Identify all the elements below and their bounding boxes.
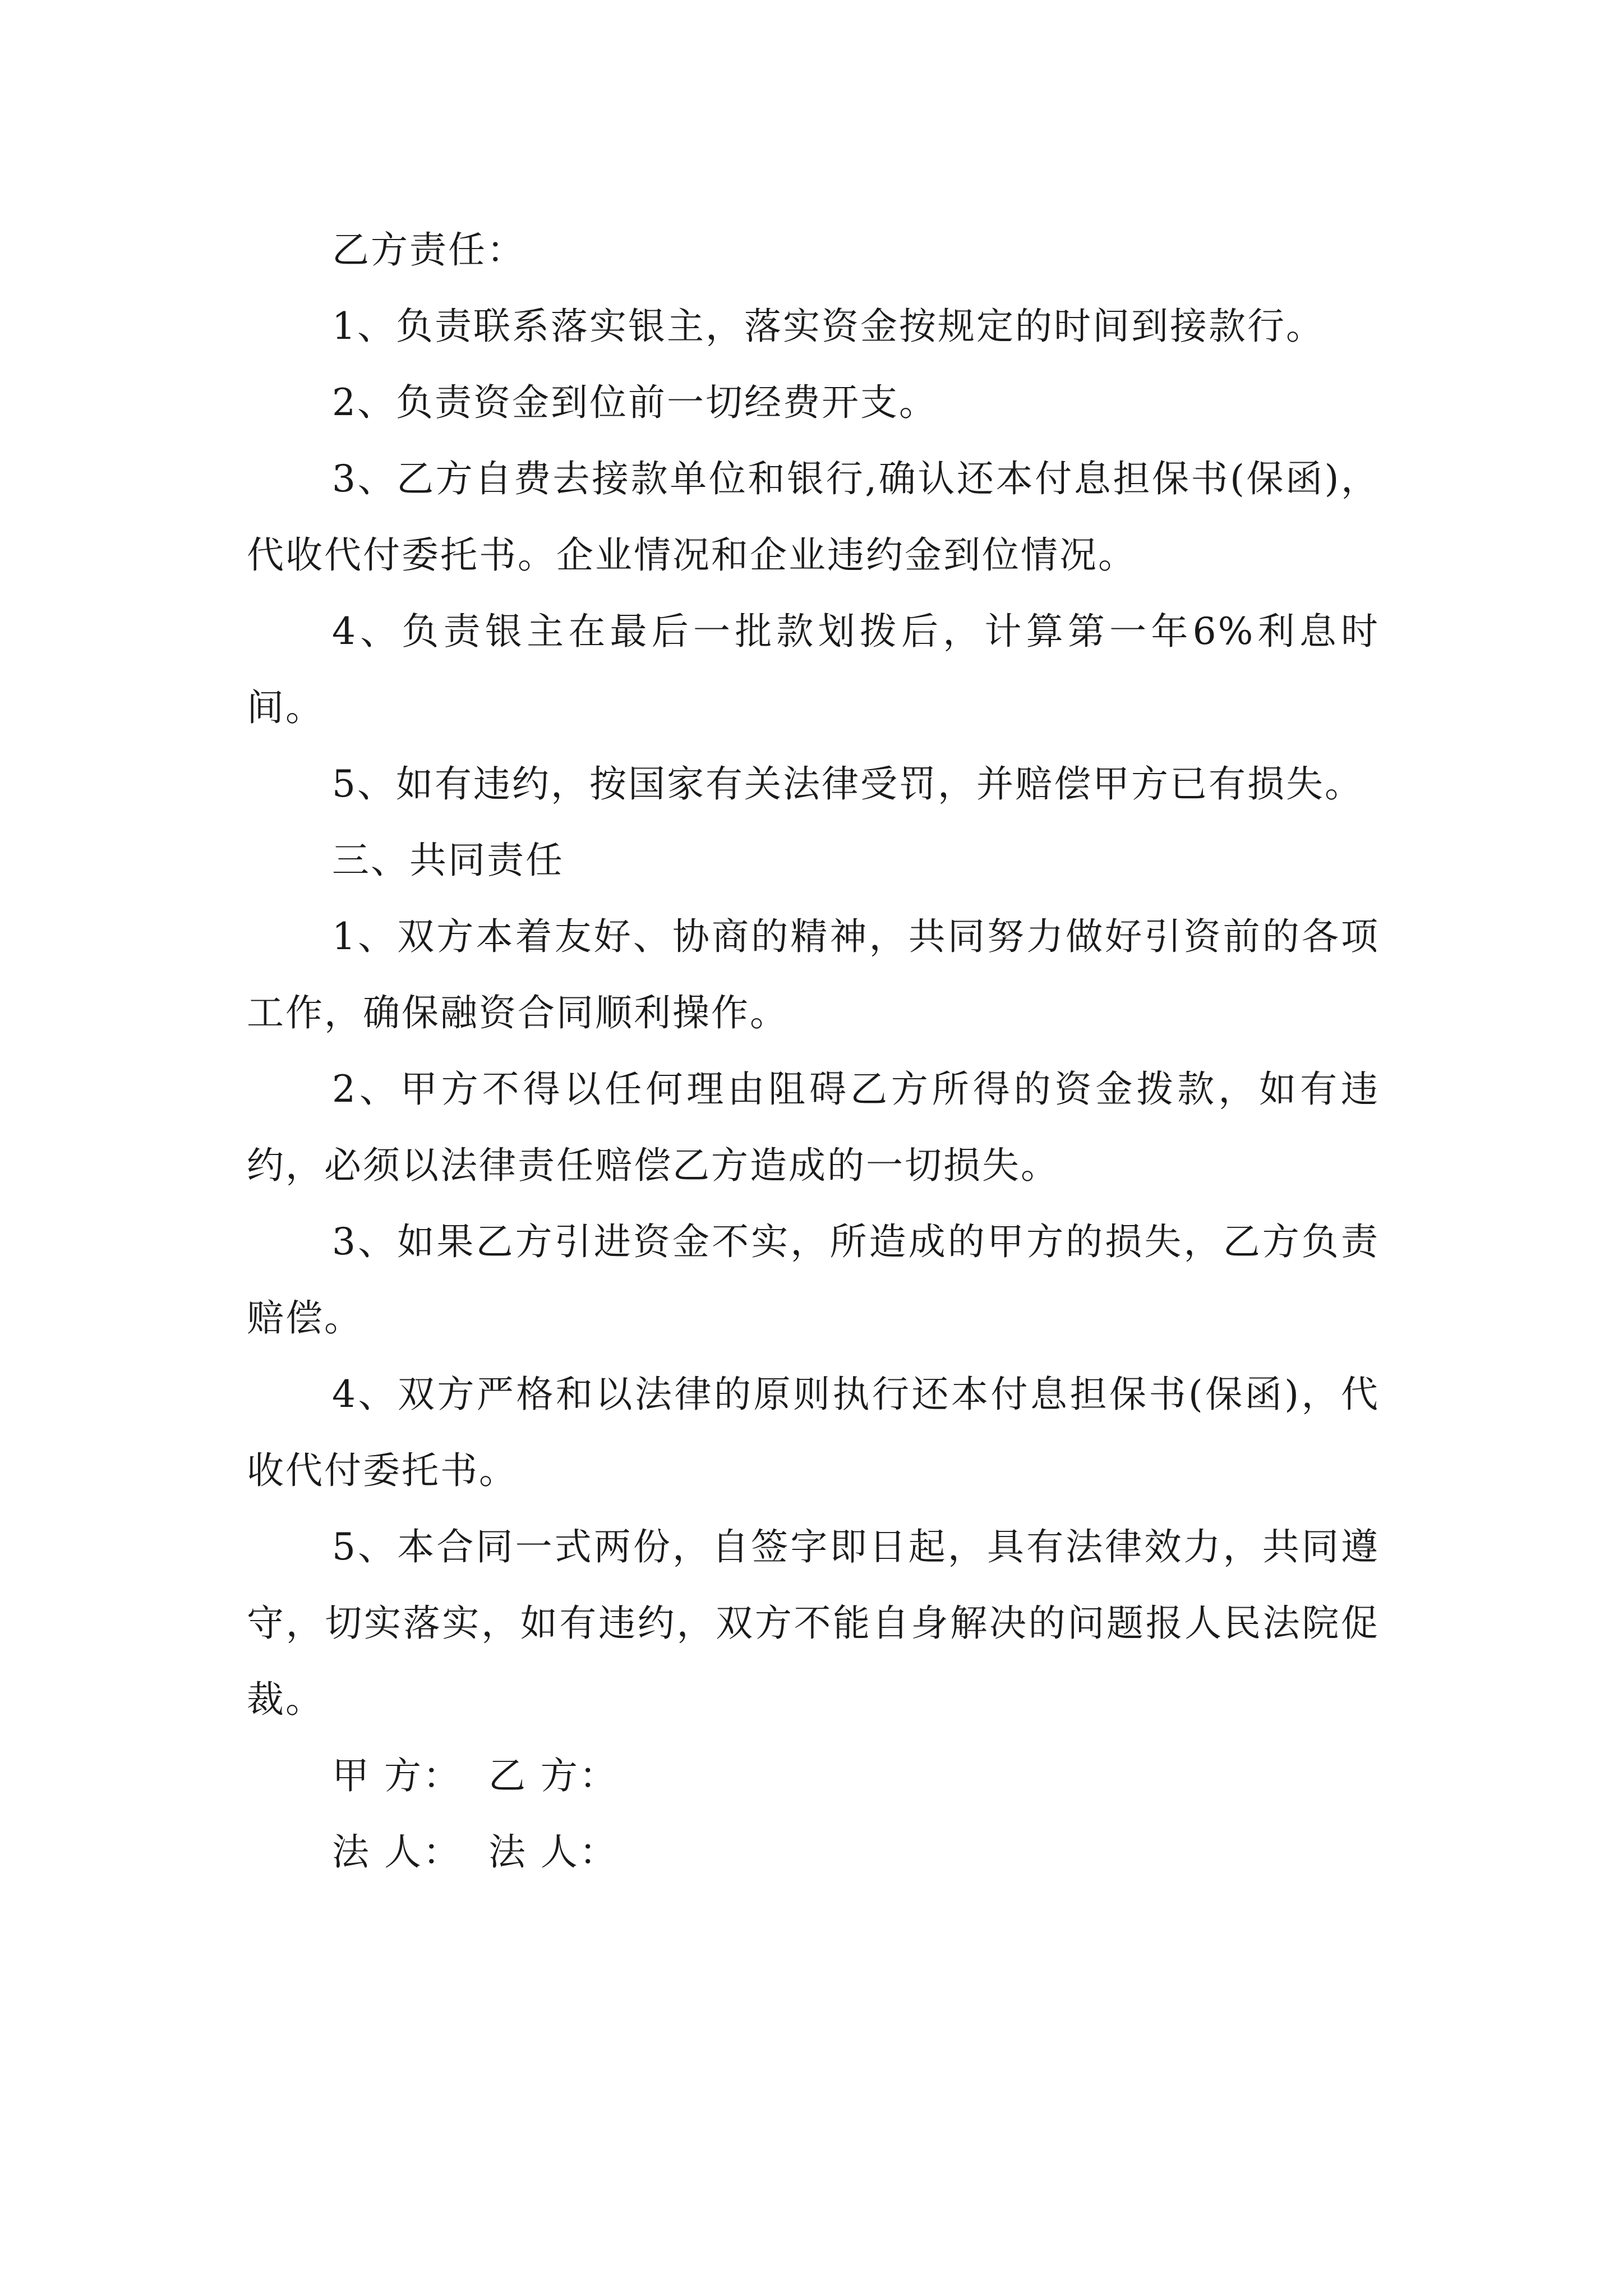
- paragraph-b3: 3、乙方自费去接款单位和银行,确认还本付息担保书(保函)，代收代付委托书。企业情况和企业违约金到位情况。: [247, 457, 1380, 577]
- paragraph-j4: 4、双方严格和以法律的原则执行还本付息担保书(保函)，代收代付委托书。: [247, 1373, 1380, 1492]
- signature-line-legal-persons: 法 人： 法 人：: [332, 1830, 618, 1874]
- paragraph-b5: 5、如有违约，按国家有关法律受罚，并赔偿甲方已有损失。: [332, 762, 1363, 806]
- section-heading-party-b-duties: 乙方责任：: [332, 228, 525, 272]
- document-body: [247, 212, 1380, 1890]
- section-heading-joint-duties: 三、共同责任: [332, 839, 564, 882]
- paragraph-b2: 2、负责资金到位前一切经费开支。: [332, 381, 938, 424]
- paragraph-b1: 1、负责联系落实银主，落实资金按规定的时间到接款行。: [332, 305, 1325, 348]
- signature-line-parties: 甲 方： 乙 方：: [332, 1754, 618, 1797]
- paragraph-j5: 5、本合同一式两份，自签字即日起，具有法律效力，共同遵守，切实落实，如有违约，双方不能自身解决的问题报人民法院促裁。: [247, 1525, 1380, 1721]
- paragraph-j1: 1、双方本着友好、协商的精神，共同努力做好引资前的各项工作，确保融资合同顺利操作。: [247, 915, 1380, 1034]
- paragraph-j2: 2、甲方不得以任何理由阻碍乙方所得的资金拨款，如有违约，必须以法律责任赔偿乙方造成的一切损失。: [247, 1068, 1380, 1187]
- paragraph-j3: 3、如果乙方引进资金不实，所造成的甲方的损失，乙方负责赔偿。: [247, 1220, 1380, 1340]
- paragraph-b4: 4、负责银主在最后一批款划拨后，计算第一年6%利息时间。: [247, 610, 1380, 729]
